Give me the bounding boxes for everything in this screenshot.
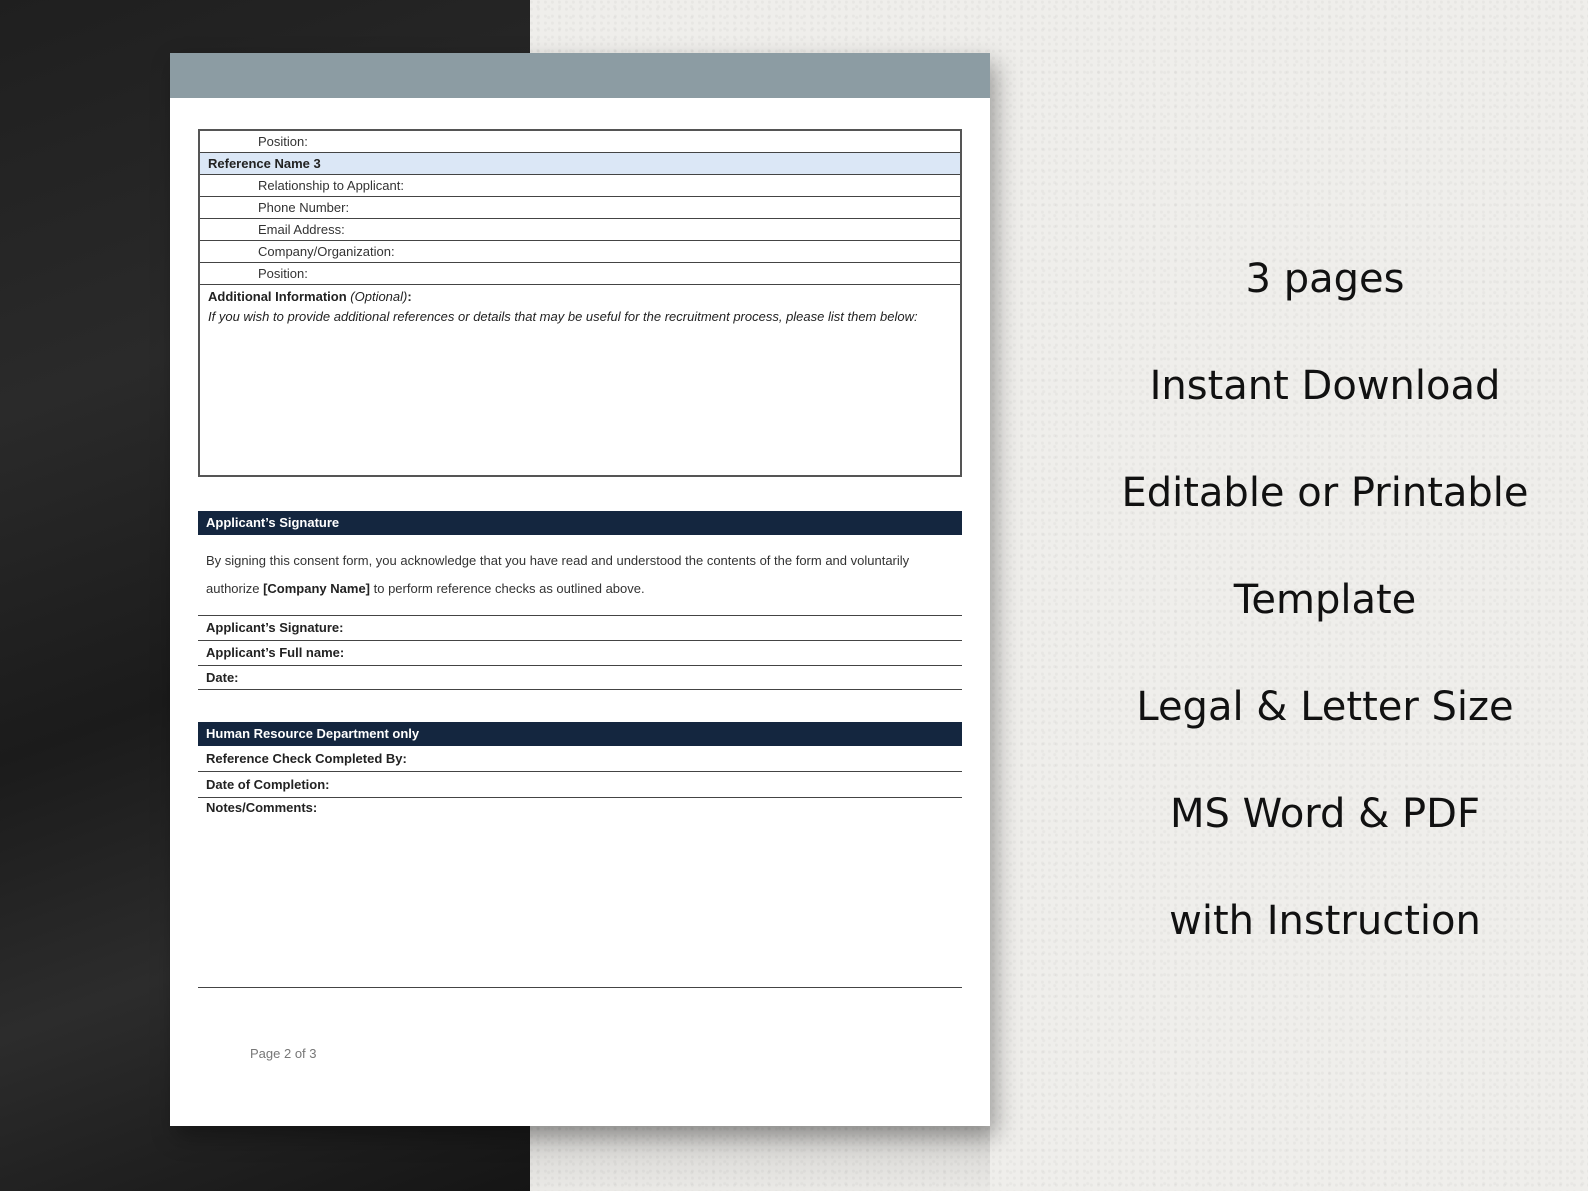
date-field: Date: <box>198 665 962 690</box>
page-shadow <box>530 1125 990 1191</box>
promo-line-format: MS Word & PDF <box>1170 791 1480 837</box>
applicant-signature-field: Applicant’s Signature: <box>198 615 962 640</box>
field-phone: Phone Number: <box>200 197 960 219</box>
field-position-2: Position: <box>200 263 960 285</box>
reference-check-completed-field: Reference Check Completed By: <box>198 746 962 772</box>
applicant-signature-header: Applicant’s Signature <box>198 511 962 535</box>
additional-info-optional: (Optional) <box>350 289 408 304</box>
promo-text <box>1080 240 1570 989</box>
consent-text <box>198 535 962 615</box>
document-body <box>198 129 962 988</box>
applicant-full-name-field: Applicant’s Full name: <box>198 640 962 665</box>
additional-info-colon: : <box>407 289 412 304</box>
field-email: Email Address: <box>200 219 960 241</box>
promo-line-instruction: with Instruction <box>1169 898 1481 944</box>
field-relationship: Relationship to Applicant: <box>200 175 960 197</box>
date-of-completion-field: Date of Completion: <box>198 772 962 798</box>
additional-info-description: If you wish to provide additional references or details that may be useful for the recruitment process, please list them below: <box>208 309 918 324</box>
consent-post: to perform reference checks as outlined above. <box>370 581 645 596</box>
consent-company: [Company Name] <box>263 581 371 596</box>
page-number: Page 2 of 3 <box>250 1046 317 1061</box>
notes-comments-field: Notes/Comments: <box>198 798 962 988</box>
promo-line-editable: Editable or Printable <box>1121 470 1529 516</box>
reference-table <box>198 129 962 477</box>
promo-line-size: Legal & Letter Size <box>1136 684 1514 730</box>
consent-pre: By signing this consent form, you acknowledge that you have read and understood the contents of the form and voluntarily authorize <box>206 553 910 596</box>
promo-line-template: Template <box>1233 577 1417 623</box>
promo-line-pages: 3 pages <box>1245 256 1405 302</box>
field-company: Company/Organization: <box>200 241 960 263</box>
document-page <box>170 53 990 1126</box>
additional-info-title: Additional Information <box>208 289 347 304</box>
hr-department-header: Human Resource Department only <box>198 722 962 746</box>
promo-line-download: Instant Download <box>1149 363 1501 409</box>
field-position: Position: <box>200 131 960 153</box>
page-header-band <box>170 53 990 98</box>
reference-name-3-header: Reference Name 3 <box>200 153 960 175</box>
additional-information-box <box>200 285 960 475</box>
